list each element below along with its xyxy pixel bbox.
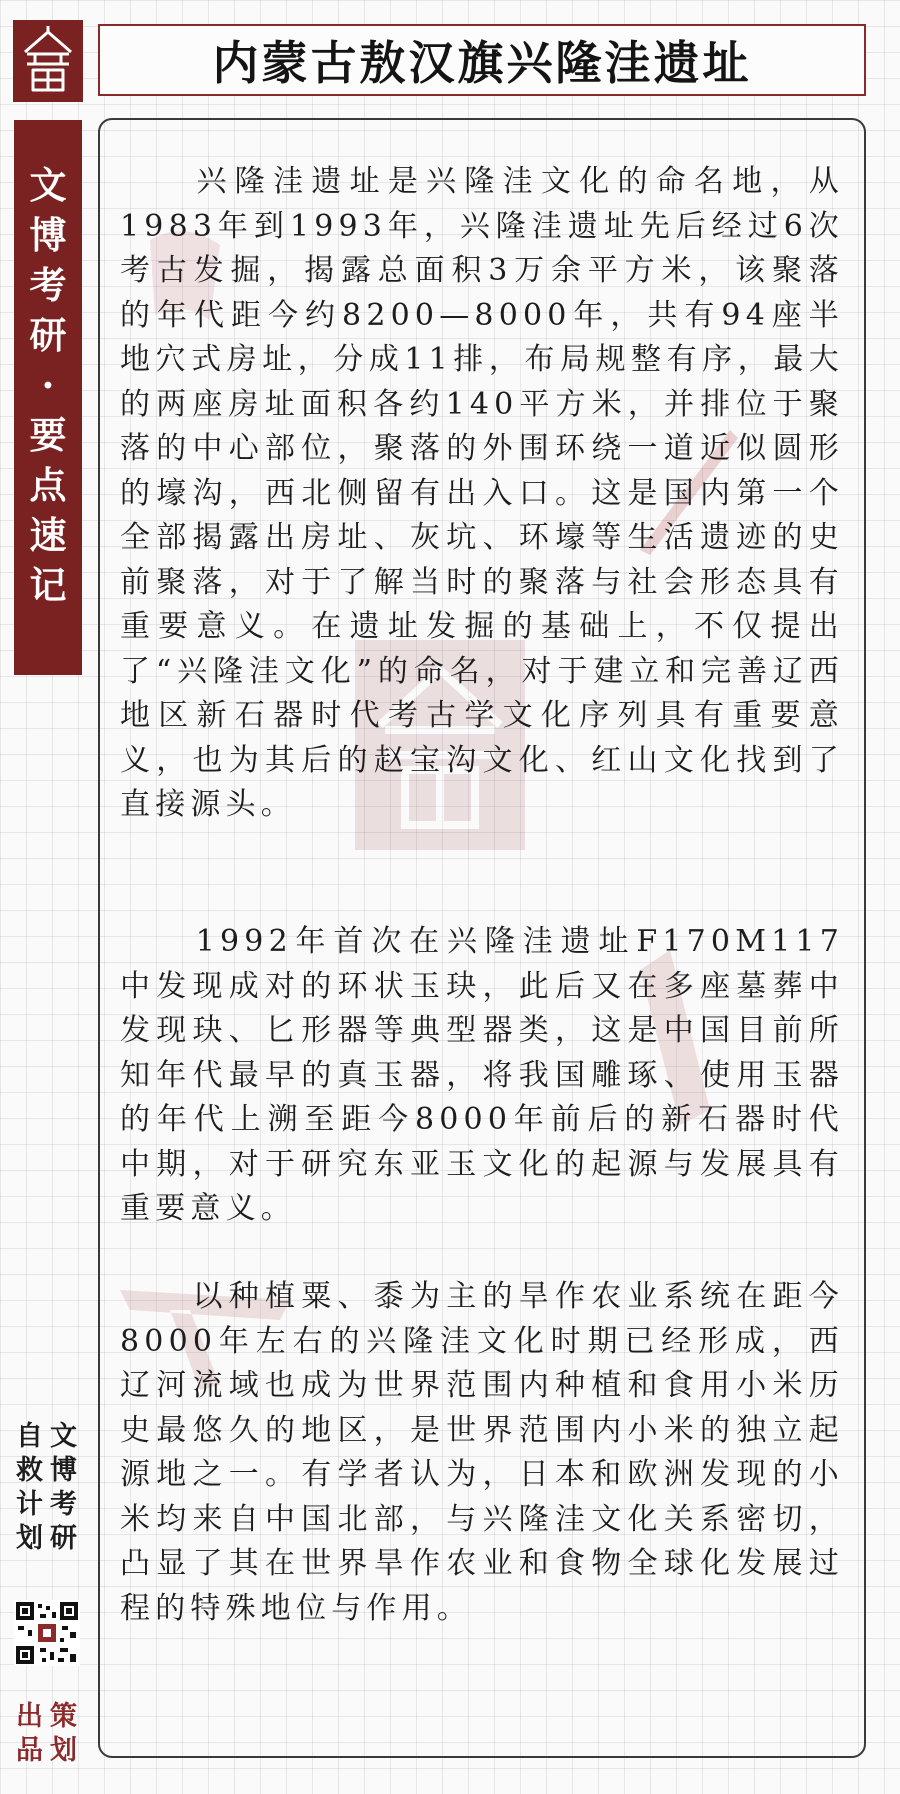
article-paragraph-2: 1992年首次在兴隆洼遗址F170M117中发现成对的环状玉玦，此后又在多座墓葬中发现玦、匕形器等典型器类，这是中国目前所知年代最早的真玉器，将我国雕琢、使用玉器的年代上溯至距今8000年前后的新石器时代中期，对于研究东亚玉文化的起源与发展具有重要意义。 xyxy=(120,924,844,1226)
banner-char: 速 xyxy=(29,513,67,557)
credit-char: 研 xyxy=(50,1523,77,1554)
side-banner xyxy=(14,120,82,675)
banner-char: 考 xyxy=(29,263,67,307)
producer-char: 品 xyxy=(16,1735,43,1766)
credit-char: 救 xyxy=(16,1455,43,1486)
title-box xyxy=(98,24,866,96)
producer-char: 划 xyxy=(50,1735,77,1766)
banner-char: 文 xyxy=(29,163,67,207)
page-title: 内蒙古敖汉旗兴隆洼遗址 xyxy=(212,36,752,90)
producer-char: 出 xyxy=(16,1701,43,1732)
credit-char: 自 xyxy=(16,1421,43,1452)
credit-char: 划 xyxy=(16,1523,43,1554)
producer-col-right xyxy=(50,1700,77,1768)
banner-char: 研 xyxy=(29,313,67,357)
producer-col-left xyxy=(16,1700,43,1768)
qr-code-icon[interactable] xyxy=(14,1600,80,1666)
producer-char: 策 xyxy=(50,1701,77,1732)
brand-logo-icon xyxy=(13,20,83,102)
banner-char: 点 xyxy=(29,463,67,507)
credit-char: 博 xyxy=(50,1455,77,1486)
article-paragraph-3: 以种植粟、黍为主的旱作农业系统在距今8000年左右的兴隆洼文化时期已经形成，西辽河流域也成为世界范围内种植和食用小米历史最悠久的地区，是世界范围内小米的独立起源地之一。有学者认为，日本和欧洲发现的小米均来自中国北部，与兴隆洼文化关系密切，凸显了其在世界旱作农业和食物全球化发展过程的特殊地位与作用。 xyxy=(120,1279,844,1626)
banner-char: · xyxy=(41,363,55,407)
credit-char: 文 xyxy=(50,1421,77,1452)
banner-char: 要 xyxy=(29,413,67,457)
credits-col-right xyxy=(50,1420,77,1556)
credit-char: 计 xyxy=(16,1489,43,1520)
article-box xyxy=(98,118,866,1758)
producer-credits xyxy=(16,1700,82,1770)
credit-char: 考 xyxy=(50,1489,77,1520)
article-paragraph-1: 兴隆洼遗址是兴隆洼文化的命名地，从1983年到1993年，兴隆洼遗址先后经过6次考古发掘，揭露总面积3万余平方米，该聚落的年代距今约8200—8000年，共有94座半地穴式房址，分成11排，布局规整有序，最大的两座房址面积各约140平方米，并排位于聚落的中心部位，聚落的外围环绕一道近似圆形的壕沟，西北侧留有出入口。这是国内第一个全部揭露出房址、灰坑、环壕等生活遗迹的史前聚落，对于了解当时的聚落与社会形态具有重要意义。在遗址发掘的基础上，不仅提出了“兴隆洼文化”的命名，对于建立和完善辽西地区新石器时代考古学文化序列具有重要意义，也为其后的赵宝沟文化、红山文化找到了直接源头。 xyxy=(120,164,844,822)
banner-char: 博 xyxy=(29,213,67,257)
credits-col-left xyxy=(16,1420,43,1556)
banner-char: 记 xyxy=(29,563,67,607)
